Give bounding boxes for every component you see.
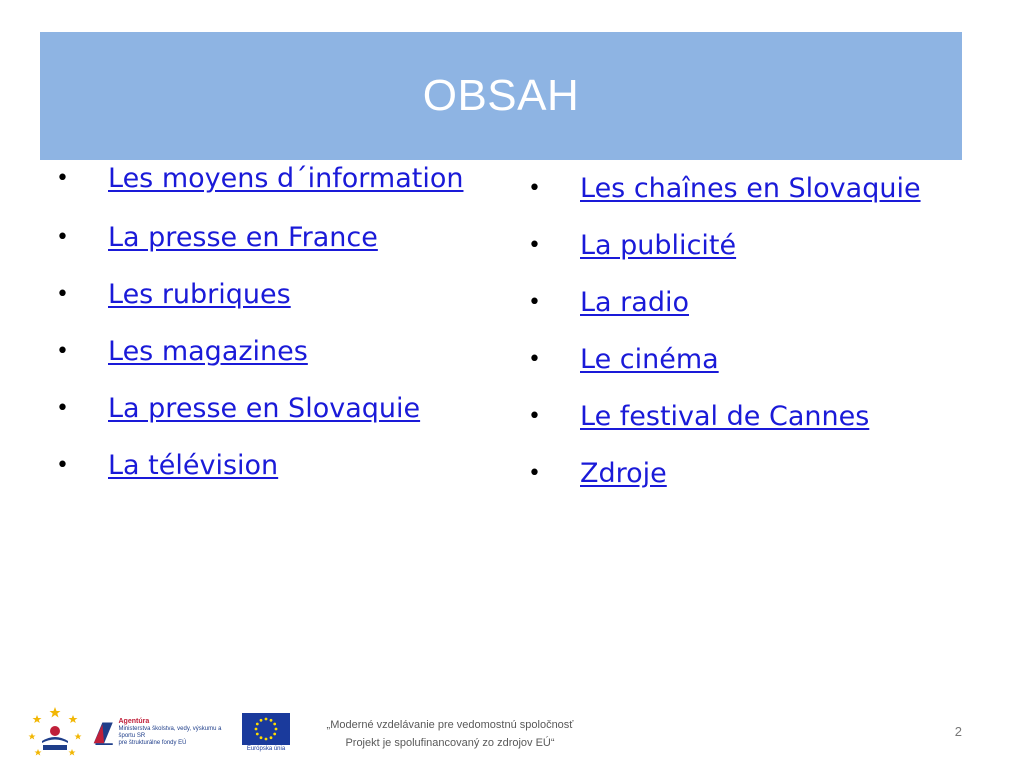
toc-item [522,231,1002,261]
bullet-icon: • [56,453,69,478]
toc-item [522,402,1002,432]
toc-item [522,174,1002,204]
toc-link-chaines-slovaquie[interactable]: Les chaînes en Slovaquie [580,173,921,204]
bullet-icon: • [528,233,541,258]
toc-left-column [50,164,490,508]
eu-caption: Európska únia [246,745,286,752]
toc-item [522,459,1002,489]
toc-right-column [522,174,1002,516]
bullet-icon: • [56,166,69,191]
toc-link-zdroje[interactable]: Zdroje [580,458,667,489]
toc-item [50,337,490,367]
footer-project-text [300,716,600,752]
bullet-icon: • [56,282,69,307]
title-bar [40,32,962,160]
bullet-icon: • [528,347,541,372]
toc-link-festival-cannes[interactable]: Le festival de Cannes [580,401,870,432]
toc-item [50,164,490,202]
toc-link-television[interactable]: La télévision [108,450,279,481]
toc-item [50,280,490,310]
agency-logo [92,707,232,757]
toc-link-cinema[interactable]: Le cinéma [580,344,719,375]
agency-line2: pre štrukturálne fondy EÚ [118,739,187,746]
program-logo-icon [28,705,82,759]
bullet-icon: • [528,176,541,201]
bullet-icon: • [56,339,69,364]
toc-link-rubriques[interactable]: Les rubriques [108,279,291,310]
bullet-icon: • [528,290,541,315]
bullet-icon: • [56,225,69,250]
bullet-icon: • [528,461,541,486]
book-icon [92,715,114,749]
toc-link-publicite[interactable]: La publicité [580,230,737,261]
eu-logo [242,713,290,752]
toc-item [522,345,1002,375]
footer-logos [28,704,290,760]
slide-title: OBSAH [422,71,580,120]
toc-item [50,451,490,481]
toc-link-presse-france[interactable]: La presse en France [108,222,378,253]
agency-name: Agentúra [118,717,150,725]
toc-item [522,288,1002,318]
toc-item [50,394,490,424]
toc-link-magazines[interactable]: Les magazines [108,336,308,367]
bullet-icon: • [528,404,541,429]
toc-item [50,223,490,253]
eu-flag-icon [242,713,290,745]
bullet-icon: • [56,396,69,421]
toc-link-presse-slovaquie[interactable]: La presse en Slovaquie [108,393,421,424]
footer-line1: „Moderné vzdelávanie pre vedomostnú spoločnosť [326,719,574,731]
toc-link-radio[interactable]: La radio [580,287,689,318]
agency-line1: Ministerstva školstva, vedy, výskumu a športu SR [118,725,222,739]
page-number: 2 [954,724,962,739]
toc-link-moyens-information[interactable]: Les moyens d´information [108,163,464,194]
footer-line2: Projekt je spolufinancovaný zo zdrojov EÚ“ [345,737,555,749]
